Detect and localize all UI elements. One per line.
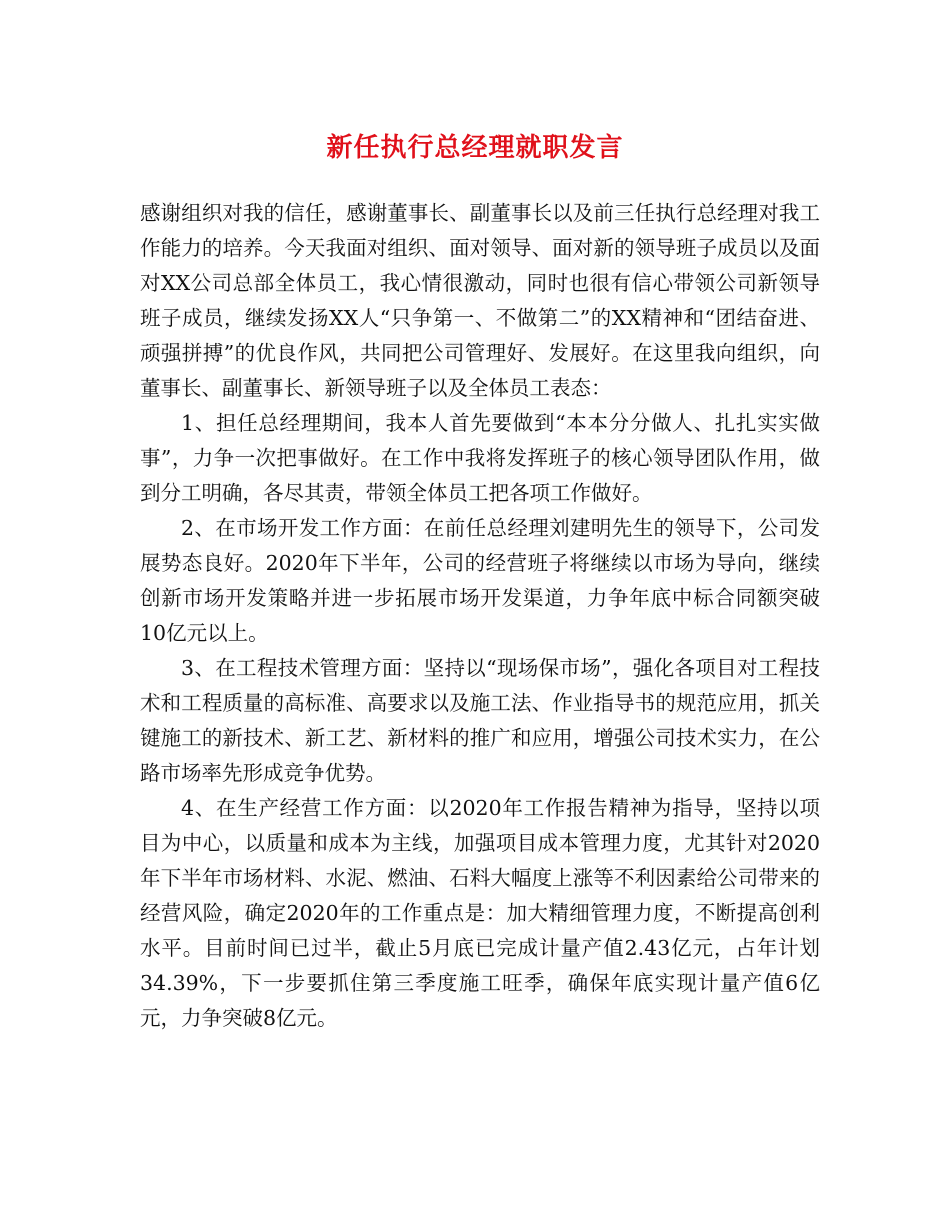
- paragraph-item-3: 3、在工程技术管理方面：坚持以“现场保市场”，强化各项目对工程技术和工程质量的高标准、高要求以及施工法、作业指导书的规范应用，抓关键施工的新技术、新工艺、新材料的推广和应用，增强公司技术实力，在公路市场率先形成竞争优势。: [140, 656, 820, 785]
- paragraph-item-2: 2、在市场开发工作方面：在前任总经理刘建明先生的领导下，公司发展势态良好。2020年下半年，公司的经营班子将继续以市场为导向，继续创新市场开发策略并进一步拓展市场开发渠道，力争年底中标合同额突破10亿元以上。: [140, 516, 820, 645]
- paragraph-item-4: 4、在生产经营工作方面：以2020年工作报告精神为指导，坚持以项目为中心，以质量和成本为主线，加强项目成本管理力度，尤其针对2020年下半年市场材料、水泥、燃油、石料大幅度上涨等不利因素给公司带来的经营风险，确定2020年的工作重点是：加大精细管理力度，不断提高创利水平。目前时间已过半，截止5月底已完成计量产值2.43亿元，占年计划34.39%，下一步要抓住第三季度施工旺季，确保年底实现计量产值6亿元，力争突破8亿元。: [140, 796, 820, 1030]
- document-title: 新任执行总经理就职发言: [326, 133, 624, 163]
- intro-paragraph: 感谢组织对我的信任，感谢董事长、副董事长以及前三任执行总经理对我工作能力的培养。今天我面对组织、面对领导、面对新的领导班子成员以及面对XX公司总部全体员工，我心情很激动，同时也很有信心带领公司新领导班子成员，继续发扬XX人“只争第一、不做第二”的XX精神和“团结奋进、顽强拼搏”的优良作风，共同把公司管理好、发展好。在这里我向组织，向董事长、副董事长、新领导班子以及全体员工表态：: [140, 201, 820, 400]
- paragraph-item-1: 1、担任总经理期间，我本人首先要做到“本本分分做人、扎扎实实做事”，力争一次把事做好。在工作中我将发挥班子的核心领导团队作用，做到分工明确，各尽其责，带领全体员工把各项工作做好。: [140, 411, 820, 505]
- document-body: [140, 196, 820, 1036]
